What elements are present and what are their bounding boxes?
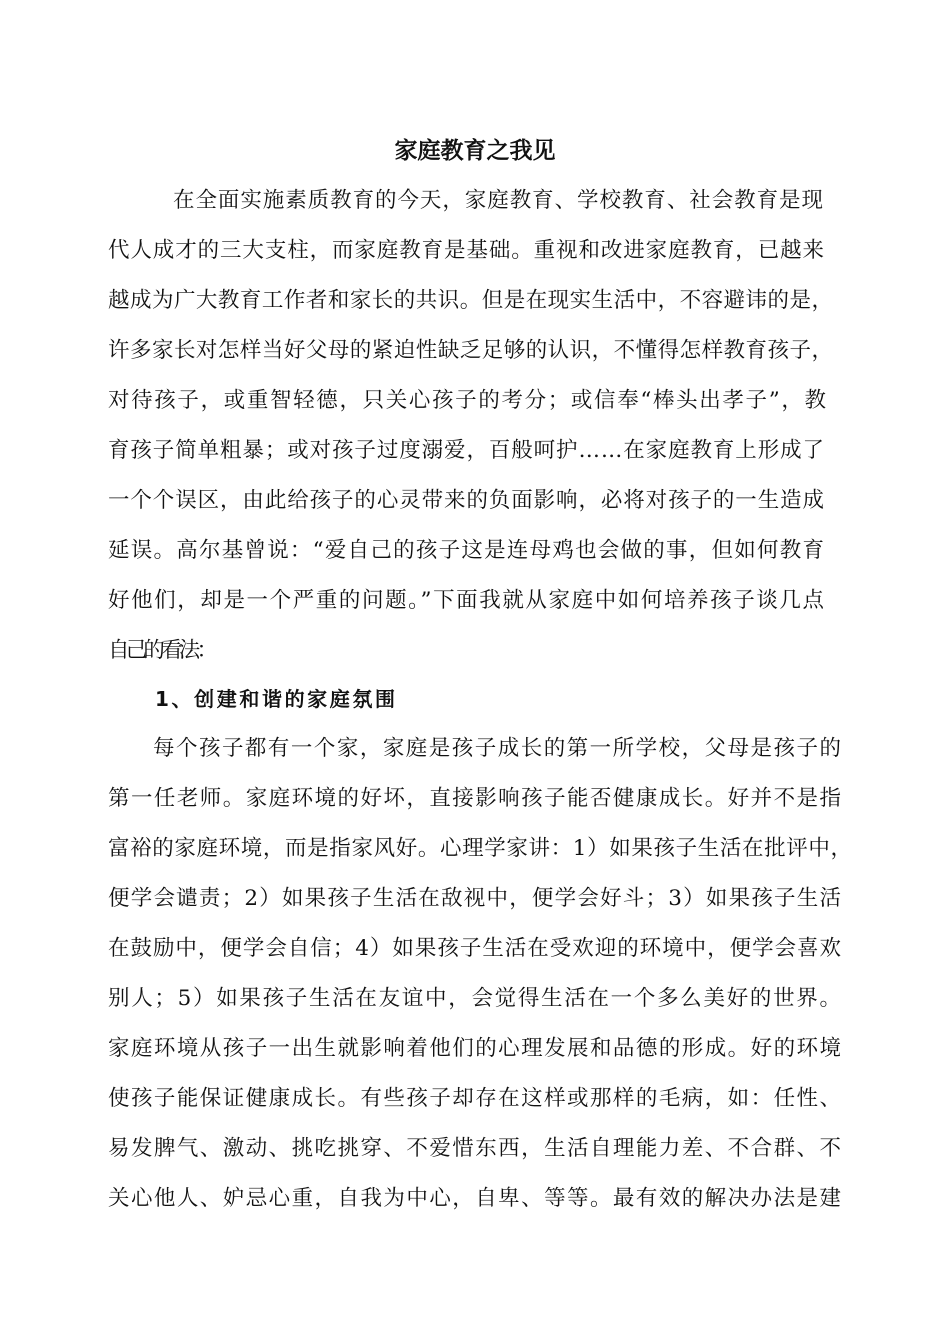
intro-line: 好他们，却是一个严重的问题。”下面我就从家庭中如何培养孩子谈几点 xyxy=(108,588,826,613)
intro-line: 代人成才的三大支柱，而家庭教育是基础。重视和改进家庭教育，已越来 xyxy=(108,238,825,263)
intro-line: 在全面实施素质教育的今天，家庭教育、学校教育、社会教育是现 xyxy=(173,188,824,213)
body-line: 使孩子能保证健康成长。有些孩子却存在这样或那样的毛病，如：任性、 xyxy=(108,1086,843,1111)
document-title: 家庭教育之我见 xyxy=(394,138,556,164)
intro-line: 育孩子简单粗暴；或对孩子过度溺爱，百般呵护……在家庭教育上形成了 xyxy=(108,438,825,463)
intro-line: 一个个误区，由此给孩子的心灵带来的负面影响，必将对孩子的一生造成 xyxy=(108,488,825,513)
intro-line: 自己的看法： xyxy=(108,638,215,663)
body-line: 第一任老师。家庭环境的好坏，直接影响孩子能否健康成长。好并不是指 xyxy=(108,786,843,811)
intro-line: 许多家长对怎样当好父母的紧迫性缺乏足够的认识，不懂得怎样教育孩子， xyxy=(108,338,834,363)
body-line: 每个孩子都有一个家，家庭是孩子成长的第一所学校，父母是孩子的 xyxy=(153,736,843,761)
body-line: 便学会谴责；2）如果孩子生活在敌视中，便学会好斗；3）如果孩子生活 xyxy=(108,886,843,911)
intro-line: 延误。高尔基曾说：“爱自己的孩子这是连母鸡也会做的事，但如何教育 xyxy=(108,538,826,563)
body-line: 关心他人、妒忌心重，自我为中心，自卑、等等。最有效的解决办法是建 xyxy=(108,1186,843,1211)
body-line: 富裕的家庭环境，而是指家风好。心理学家讲：1）如果孩子生活在批评中， xyxy=(108,836,853,861)
body-line: 易发脾气、激动、挑吃挑穿、不爱惜东西，生活自理能力差、不合群、不 xyxy=(108,1136,843,1161)
body-line: 家庭环境从孩子一出生就影响着他们的心理发展和品德的形成。好的环境 xyxy=(108,1036,843,1061)
body-line: 别人；5）如果孩子生活在友谊中，会觉得生活在一个多么美好的世界。 xyxy=(108,986,843,1011)
intro-line: 越成为广大教育工作者和家长的共识。但是在现实生活中，不容避讳的是， xyxy=(108,288,834,313)
section-heading: 1、创建和谐的家庭氛围 xyxy=(155,687,398,711)
body-line: 在鼓励中，便学会自信；4）如果孩子生活在受欢迎的环境中，便学会喜欢 xyxy=(108,936,842,961)
intro-line: 对待孩子，或重智轻德，只关心孩子的考分；或信奉“棒头出孝子”，教 xyxy=(108,388,828,413)
